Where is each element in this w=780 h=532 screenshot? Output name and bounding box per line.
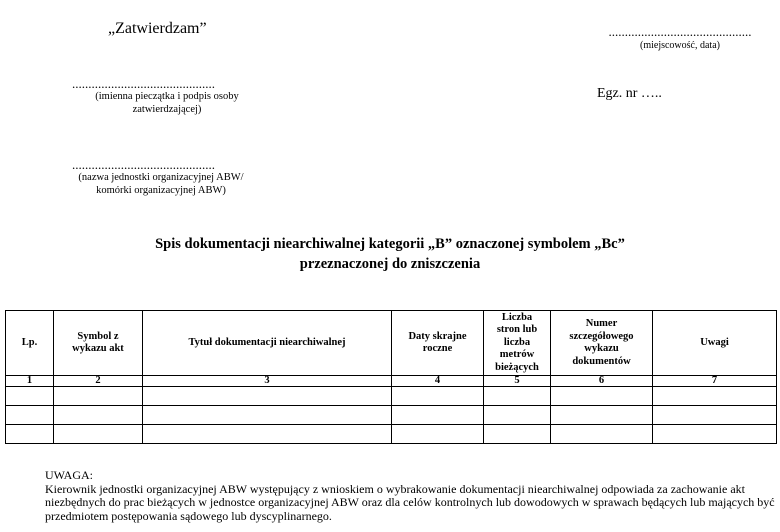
empty-cell xyxy=(6,406,54,425)
empty-cell xyxy=(484,425,551,444)
header-title: Tytuł dokumentacji niearchiwalnej xyxy=(143,311,392,376)
header-symbol: Symbol z wykazu akt xyxy=(54,311,143,376)
table-row xyxy=(6,387,777,406)
column-number: 7 xyxy=(653,376,777,387)
table-header-row xyxy=(6,311,777,376)
note-label: UWAGA: xyxy=(45,468,93,482)
empty-cell xyxy=(6,387,54,406)
empty-cell xyxy=(484,387,551,406)
column-number: 3 xyxy=(143,376,392,387)
empty-cell xyxy=(6,425,54,444)
column-number: 5 xyxy=(484,376,551,387)
header-lp: Lp. xyxy=(6,311,54,376)
empty-cell xyxy=(143,425,392,444)
table-row xyxy=(6,425,777,444)
document-title xyxy=(0,234,780,274)
empty-cell xyxy=(653,387,777,406)
empty-cell xyxy=(653,406,777,425)
place-date-caption: (miejscowość, data) xyxy=(640,40,720,51)
empty-cell xyxy=(653,425,777,444)
approval-heading: „Zatwierdzam” xyxy=(108,20,207,37)
note-text: Kierownik jednostki organizacyjnej ABW występujący z wnioskiem o wybrakowanie dokumentacji niearchiwalnej odpowiada za zachowanie akt niezbędnych do prac bieżących w jednostce organizacyjnej ABW oraz dla celów kontrolnych lub dowodowych w sprawach będących lub mających być przedmiotem postępowania sądowego lub dyscyplinarnego. xyxy=(45,481,775,523)
empty-cell xyxy=(54,425,143,444)
column-number: 4 xyxy=(392,376,484,387)
documentation-list-table xyxy=(5,310,777,444)
empty-cell xyxy=(551,425,653,444)
place-date-dotted-line: ............................................ xyxy=(608,24,752,39)
stamp-signature-caption: (imienna pieczątka i podpis osoby zatwierdzającej) xyxy=(95,91,239,115)
empty-cell xyxy=(54,406,143,425)
column-number: 2 xyxy=(54,376,143,387)
header-remarks: Uwagi xyxy=(653,311,777,376)
empty-cell xyxy=(484,406,551,425)
empty-cell xyxy=(392,387,484,406)
unit-caption: (nazwa jednostki organizacyjnej ABW/ komórki organizacyjnej ABW) xyxy=(78,172,244,196)
table-row xyxy=(6,406,777,425)
unit-dotted-line: ............................................ xyxy=(72,157,215,172)
empty-cell xyxy=(143,387,392,406)
column-number: 1 xyxy=(6,376,54,387)
empty-cell xyxy=(143,406,392,425)
note-block xyxy=(45,469,775,523)
document-title-line2: przeznaczonej do zniszczenia xyxy=(299,256,481,272)
header-list-number: Numer szczegółowego wykazu dokumentów xyxy=(551,311,653,376)
column-number-row xyxy=(6,376,777,387)
column-number: 6 xyxy=(551,376,653,387)
empty-cell xyxy=(551,387,653,406)
document-title-line1: Spis dokumentacji niearchiwalnej kategorii „B” oznaczonej symbolem „Bc” xyxy=(155,236,625,252)
empty-cell xyxy=(551,406,653,425)
signature-dotted-line: ............................................ xyxy=(72,76,215,91)
empty-cell xyxy=(54,387,143,406)
copy-number: Egz. nr ….. xyxy=(597,86,662,101)
header-dates: Daty skrajne roczne xyxy=(392,311,484,376)
empty-cell xyxy=(392,406,484,425)
empty-cell xyxy=(392,425,484,444)
header-pages: Liczba stron lub liczba metrów bieżących xyxy=(484,311,551,376)
